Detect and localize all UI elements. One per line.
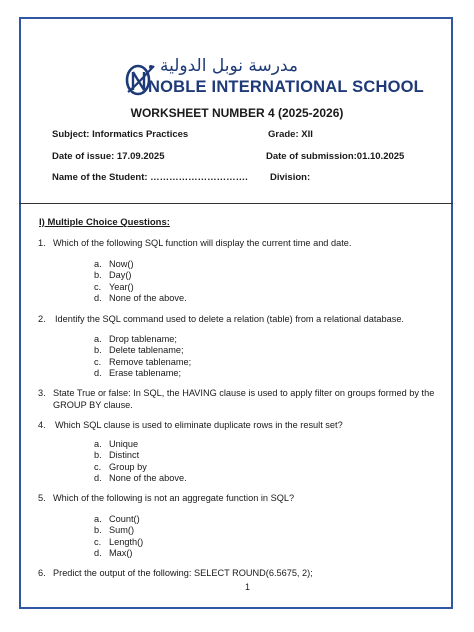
option-c: c. Year(): [94, 281, 134, 292]
date-of-submission: Date of submission:01.10.2025: [266, 151, 405, 162]
question-number: 5.: [38, 493, 46, 503]
question-text: Which SQL clause is used to eliminate duplicate rows in the result set?: [55, 420, 343, 430]
option-c: c. Length(): [94, 536, 144, 547]
option-b: b. Distinct: [94, 450, 140, 461]
question-2-options: [94, 334, 191, 380]
question-number: 2.: [38, 314, 46, 324]
section-heading: I) Multiple Choice Questions:: [39, 217, 170, 228]
question-text: Identify the SQL command used to delete a relation (table) from a relational database.: [55, 314, 404, 324]
question-number: 1.: [38, 238, 46, 248]
page-number: 1: [245, 582, 251, 592]
question-text-line-2: GROUP BY clause.: [53, 400, 133, 410]
subject-label: Subject: Informatics Practices: [52, 129, 189, 140]
option-d: d. Max(): [94, 548, 133, 559]
option-d: d. Erase tablename;: [94, 368, 182, 379]
option-a: a. Now(): [94, 259, 134, 269]
question-number: 6.: [38, 568, 46, 578]
question-text: Which of the following SQL function will display the current time and date.: [53, 238, 352, 248]
worksheet-title: WORKSHEET NUMBER 4 (2025-2026): [130, 106, 344, 120]
option-a: a. Drop tablename;: [94, 334, 177, 344]
question-1-options: [94, 259, 187, 305]
question-number: 4.: [38, 420, 46, 430]
school-name-arabic: مدرسة نوبل الدولية: [160, 56, 298, 76]
option-a: a. Unique: [94, 439, 139, 449]
question-text-line-1: State True or false: In SQL, the HAVING clause is used to apply filter on groups formed by the: [53, 388, 435, 398]
question-text: Predict the output of the following: SELECT ROUND(6.5675, 2);: [53, 568, 313, 578]
option-d: d. None of the above.: [94, 473, 187, 484]
option-c: c. Group by: [94, 461, 147, 472]
option-c: c. Remove tablename;: [94, 356, 192, 367]
option-a: a. Count(): [94, 514, 140, 524]
option-b: b. Sum(): [94, 525, 135, 536]
question-4-options: [94, 439, 187, 485]
option-b: b. Delete tablename;: [94, 345, 184, 356]
header-divider: [19, 203, 453, 204]
grade-label: Grade: XII: [268, 129, 313, 140]
question-5-options: [94, 514, 143, 560]
student-name-field: Name of the Student: ………………………….: [52, 172, 248, 183]
date-of-issue: Date of issue: 17.09.2025: [52, 151, 165, 162]
school-name-english: NOBLE INTERNATIONAL SCHOOL: [148, 78, 424, 96]
option-b: b. Day(): [94, 270, 132, 281]
division-field: Division:: [270, 172, 311, 183]
question-text: Which of the following is not an aggregate function in SQL?: [53, 493, 295, 503]
question-number: 3.: [38, 388, 46, 398]
option-d: d. None of the above.: [94, 293, 187, 304]
